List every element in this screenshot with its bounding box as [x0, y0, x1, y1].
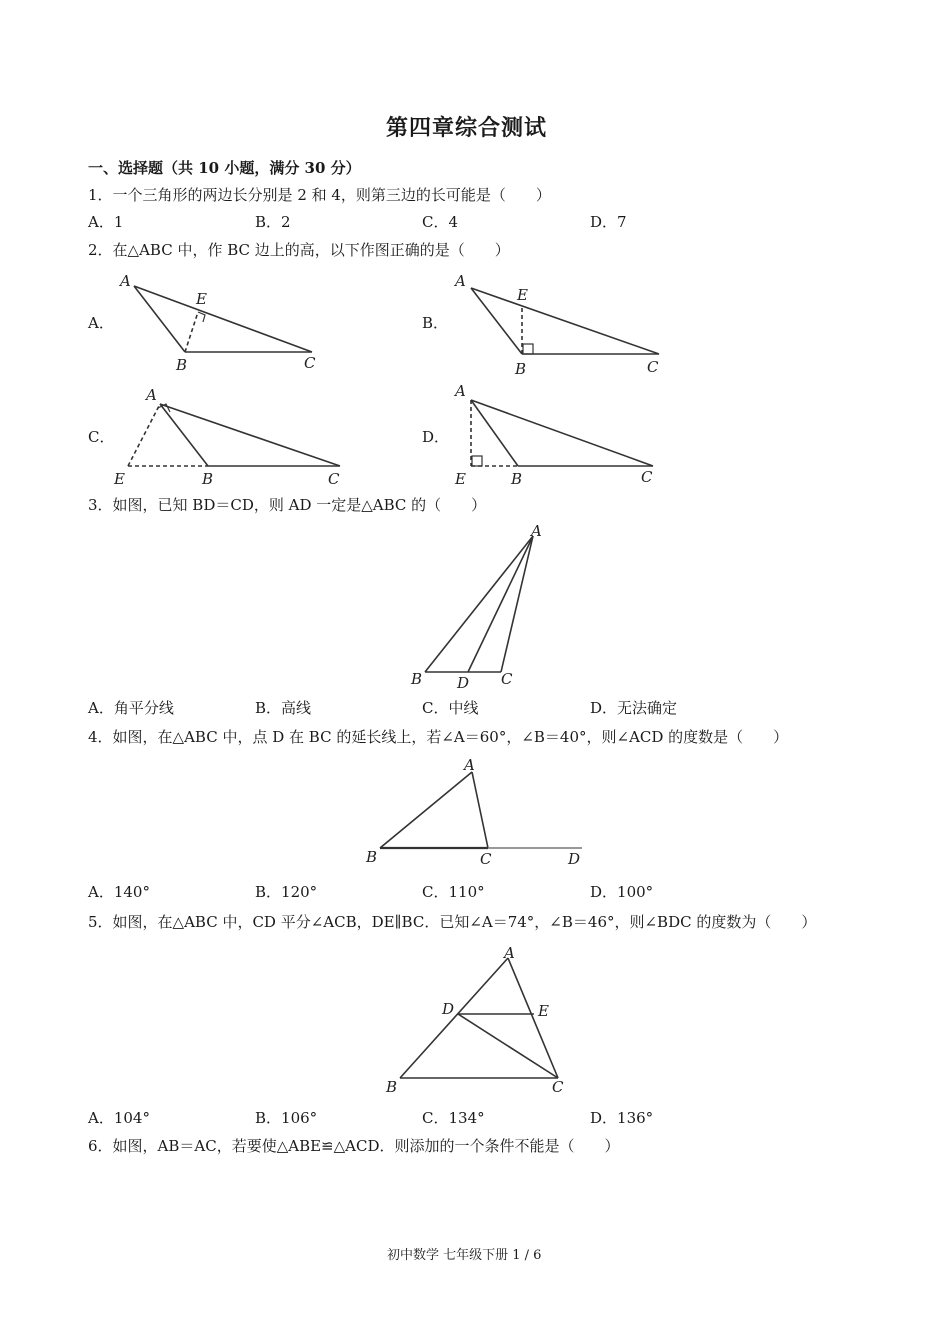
q2-figure-b [445, 268, 675, 378]
label-b: B [511, 470, 523, 488]
q4-option-b[interactable]: B．120° [255, 883, 318, 901]
label-a: A [455, 272, 466, 290]
section-heading: 一、选择题（共 10 小题，满分 30 分） [88, 159, 361, 177]
label-e: E [455, 470, 466, 488]
q5-option-c[interactable]: C．134° [422, 1109, 485, 1127]
label-c: C [501, 670, 513, 688]
label-b: B [176, 356, 188, 374]
q2-figure-d [445, 382, 675, 492]
q5-option-a[interactable]: A．104° [88, 1109, 150, 1127]
q1-option-c[interactable]: C．4 [422, 213, 459, 231]
page-title: 第四章综合测试 [386, 115, 548, 141]
q2-stem: 2．在△ABC 中，作 BC 边上的高，以下作图正确的是（ ） [88, 241, 510, 259]
page-footer: 初中数学 七年级下册 1 / 6 [387, 1248, 542, 1263]
q3-option-d[interactable]: D．无法确定 [590, 699, 678, 717]
q1-stem: 1．一个三角形的两边长分别是 2 和 4，则第三边的长可能是（ ） [88, 186, 551, 204]
label-b: B [386, 1078, 398, 1096]
label-a: A [504, 944, 515, 962]
q4-option-c[interactable]: C．110° [422, 883, 485, 901]
q3-option-a[interactable]: A．角平分线 [88, 699, 174, 717]
q1-option-d[interactable]: D．7 [590, 213, 627, 231]
label-c: C [304, 354, 316, 372]
label-d: D [442, 1000, 455, 1018]
q2-option-c[interactable]: C． [88, 428, 115, 446]
q3-figure [405, 520, 555, 695]
q4-stem: 4．如图，在△ABC 中，点 D 在 BC 的延长线上，若∠A＝60°，∠B＝40°，则∠ACD 的度数是（ ） [88, 728, 789, 746]
label-a: A [146, 386, 157, 404]
q2-figure-c [110, 382, 350, 492]
q3-option-c[interactable]: C．中线 [422, 699, 479, 717]
q1-option-b[interactable]: B．2 [255, 213, 291, 231]
q2-option-b[interactable]: B． [422, 314, 449, 332]
q6-stem: 6．如图，AB＝AC，若要使△ABE≌△ACD．则添加的一个条件不能是（ ） [88, 1137, 620, 1155]
q2-option-a[interactable]: A． [88, 314, 114, 332]
q1-option-a[interactable]: A．1 [88, 213, 124, 231]
q4-figure [360, 752, 600, 872]
label-a: A [455, 382, 466, 400]
q5-option-b[interactable]: B．106° [255, 1109, 318, 1127]
q5-stem: 5．如图，在△ABC 中，CD 平分∠ACB，DE∥BC．已知∠A＝74°，∠B＝46°，则∠BDC 的度数为（ ） [88, 913, 817, 931]
label-c: C [641, 468, 653, 486]
label-b: B [366, 848, 378, 866]
q2-option-d[interactable]: D． [422, 428, 450, 446]
label-a: A [531, 522, 542, 540]
label-b: B [411, 670, 423, 688]
label-e: E [517, 286, 528, 304]
label-b: B [515, 360, 527, 378]
label-c: C [480, 850, 492, 868]
label-c: C [552, 1078, 564, 1096]
label-a: A [464, 756, 475, 774]
q4-option-a[interactable]: A．140° [88, 883, 150, 901]
label-d: D [457, 674, 470, 692]
q3-option-b[interactable]: B．高线 [255, 699, 312, 717]
q3-stem: 3．如图，已知 BD＝CD，则 AD 一定是△ABC 的（ ） [88, 496, 487, 514]
label-a: A [120, 272, 131, 290]
q4-option-d[interactable]: D．100° [590, 883, 654, 901]
q5-figure [380, 940, 580, 1098]
label-b: B [202, 470, 214, 488]
label-c: C [647, 358, 659, 376]
label-e: E [538, 1002, 549, 1020]
q2-figure-a [110, 268, 330, 378]
label-c: C [328, 470, 340, 488]
q5-option-d[interactable]: D．136° [590, 1109, 654, 1127]
label-e: E [196, 290, 207, 308]
label-d: D [568, 850, 581, 868]
label-e: E [114, 470, 125, 488]
